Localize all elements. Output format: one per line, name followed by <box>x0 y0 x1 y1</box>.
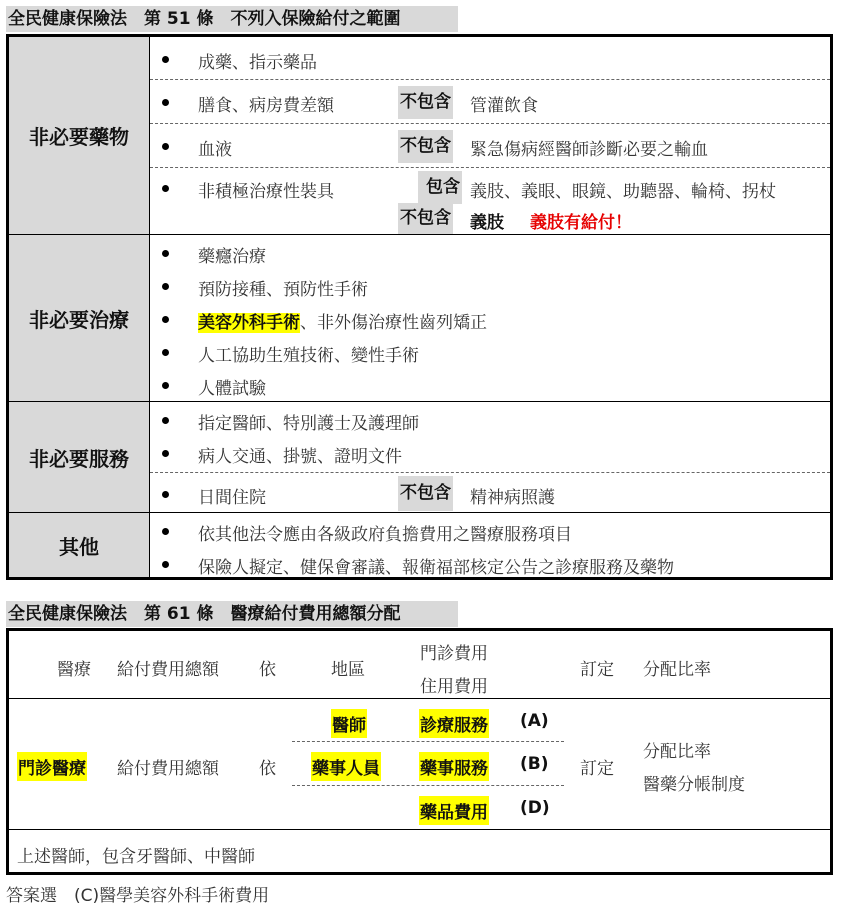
dashed-divider <box>292 741 564 742</box>
highlighted-term: 醫師 <box>331 709 367 738</box>
list-item: 依其他法令應由各級政府負擔費用之醫療服務項目 <box>150 515 830 548</box>
table-detail-row: 門診醫療 給付費用總額 依 醫師 診療服務 (A) 藥事人員 藥事服務 (B) 藥品費用 (D) 訂定 分配比率 醫藥分帳制度 <box>9 699 830 830</box>
table-note-row: 上述醫師，包含牙醫師、中醫師 <box>17 847 255 867</box>
bullet-icon <box>162 99 169 106</box>
list-item: 病人交通、掛號、證明文件 <box>150 437 830 473</box>
bullet-icon <box>162 528 169 535</box>
bullet-icon <box>162 561 169 568</box>
exclusion-keyword: 不包含 <box>398 476 453 511</box>
article-51-table <box>6 34 833 580</box>
bullet-icon <box>162 491 169 498</box>
section-label: 非必要治療 <box>9 235 150 401</box>
bullet-icon <box>162 316 169 323</box>
bullet-icon <box>162 382 169 389</box>
list-item: 預防接種、預防性手術 <box>150 270 830 303</box>
section-label: 其他 <box>9 513 150 577</box>
highlighted-term: 藥事服務 <box>419 752 489 781</box>
bullet-icon <box>162 450 169 457</box>
bullet-icon <box>162 250 169 257</box>
article-51-title: 全民健康保險法 第 51 條 不列入保險給付之範圍 <box>6 6 458 32</box>
list-item: 指定醫師、特別護士及護理師 <box>150 404 830 437</box>
exclusion-keyword: 不包含 <box>398 203 453 234</box>
list-item: 成藥、指示藥品 <box>150 43 830 80</box>
list-item: 膳食、病房費差額 不包含 管灌飲食 <box>150 81 830 124</box>
highlighted-term: 診療服務 <box>419 709 489 738</box>
list-item: 日間住院 不包含 精神病照護 <box>150 474 830 512</box>
list-item: 人體試驗 <box>150 369 830 402</box>
inclusion-keyword: 包含 <box>418 171 462 204</box>
dashed-divider <box>292 785 564 786</box>
highlighted-term: 藥事人員 <box>311 752 381 781</box>
list-item: 美容外科手術、非外傷治療性齒列矯正 <box>150 303 830 336</box>
section-other <box>9 512 830 577</box>
list-item: 藥癮治療 <box>150 237 830 270</box>
table-header-row: 醫療 給付費用總額 依 地區 門診費用 住用費用 訂定 分配比率 <box>9 631 830 699</box>
list-item: 血液 不包含 緊急傷病經醫師診斷必要之輸血 <box>150 125 830 168</box>
list-item: 非積極治療性裝具 包含 義肢、義眼、眼鏡、助聽器、輪椅、拐杖 <box>150 169 830 204</box>
article-61-table <box>6 628 833 875</box>
section-label: 非必要服務 <box>9 402 150 512</box>
exclusion-keyword: 不包含 <box>398 130 453 163</box>
list-item: 不包含 義肢 義肢有給付！ <box>150 203 830 234</box>
highlighted-term: 藥品費用 <box>419 796 489 825</box>
article-61-title: 全民健康保險法 第 61 條 醫療給付費用總額分配 <box>6 601 458 627</box>
section-label: 非必要藥物 <box>9 37 150 234</box>
alert-note: 義肢有給付！ <box>530 213 632 233</box>
bullet-icon <box>162 417 169 424</box>
exclusion-keyword: 不包含 <box>398 86 453 119</box>
bullet-icon <box>162 185 169 192</box>
bullet-icon <box>162 349 169 356</box>
highlighted-term: 美容外科手術 <box>198 313 300 333</box>
answer-text: 答案選 (C)醫學美容外科手術費用 <box>6 886 270 906</box>
section-unnecessary-drugs <box>9 37 830 234</box>
list-item: 人工協助生殖技術、變性手術 <box>150 336 830 369</box>
bullet-icon <box>162 143 169 150</box>
section-unnecessary-treatment <box>9 234 830 401</box>
bullet-icon <box>162 56 169 63</box>
highlighted-term: 門診醫療 <box>17 752 87 781</box>
list-item: 保險人擬定、健保會審議、報衛福部核定公告之診療服務及藥物 <box>150 548 830 581</box>
bullet-icon <box>162 283 169 290</box>
section-unnecessary-services <box>9 401 830 512</box>
